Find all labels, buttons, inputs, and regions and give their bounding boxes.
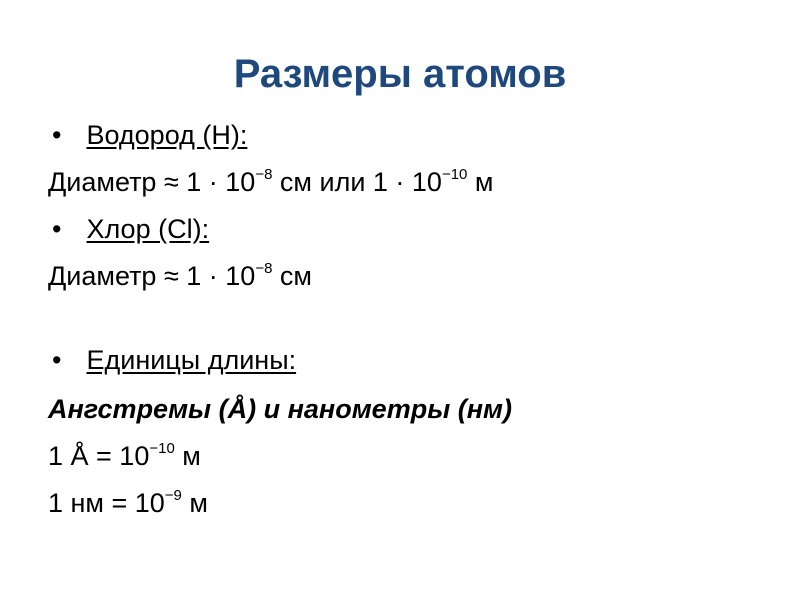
bullet-item-chlorine [52, 212, 209, 246]
hydrogen-diameter-line [48, 165, 493, 199]
hydrogen-diameter-exponent-m: −10 [441, 166, 468, 183]
nm-suffix: м [181, 488, 208, 518]
hydrogen-diameter-prefix: Диаметр ≈ 1 · 10 [48, 167, 256, 197]
chlorine-diameter-prefix: Диаметр ≈ 1 · 10 [48, 261, 256, 291]
angstrom-suffix: м [174, 441, 201, 471]
hydrogen-diameter-middle: см или 1 · 10 [272, 167, 442, 197]
angstrom-definition [48, 439, 201, 473]
nm-exponent: −9 [164, 487, 182, 504]
bullet-glyph: • [52, 214, 62, 244]
hydrogen-diameter-exponent-cm: −8 [255, 166, 273, 183]
units-subtitle: Ангстремы (Å) и нанометры (нм) [48, 394, 513, 424]
bullet-glyph: • [52, 345, 62, 375]
chlorine-diameter-suffix: см [272, 261, 312, 291]
nanometer-definition [48, 486, 208, 520]
slide-title: Размеры атомов [233, 52, 567, 96]
units-label: Единицы длины: [86, 345, 297, 375]
bullet-glyph: • [52, 120, 62, 150]
chlorine-diameter-exponent: −8 [255, 260, 273, 277]
angstrom-prefix: 1 Å = 10 [48, 441, 150, 471]
angstrom-exponent: −10 [149, 440, 175, 457]
chlorine-diameter-line [48, 259, 312, 293]
hydrogen-label: Водород (H): [86, 120, 248, 150]
chlorine-label: Хлор (Cl): [86, 214, 210, 244]
bullet-item-units [52, 343, 296, 377]
hydrogen-diameter-suffix: м [467, 167, 494, 197]
nm-prefix: 1 нм = 10 [48, 488, 165, 518]
bullet-item-hydrogen [52, 118, 247, 152]
